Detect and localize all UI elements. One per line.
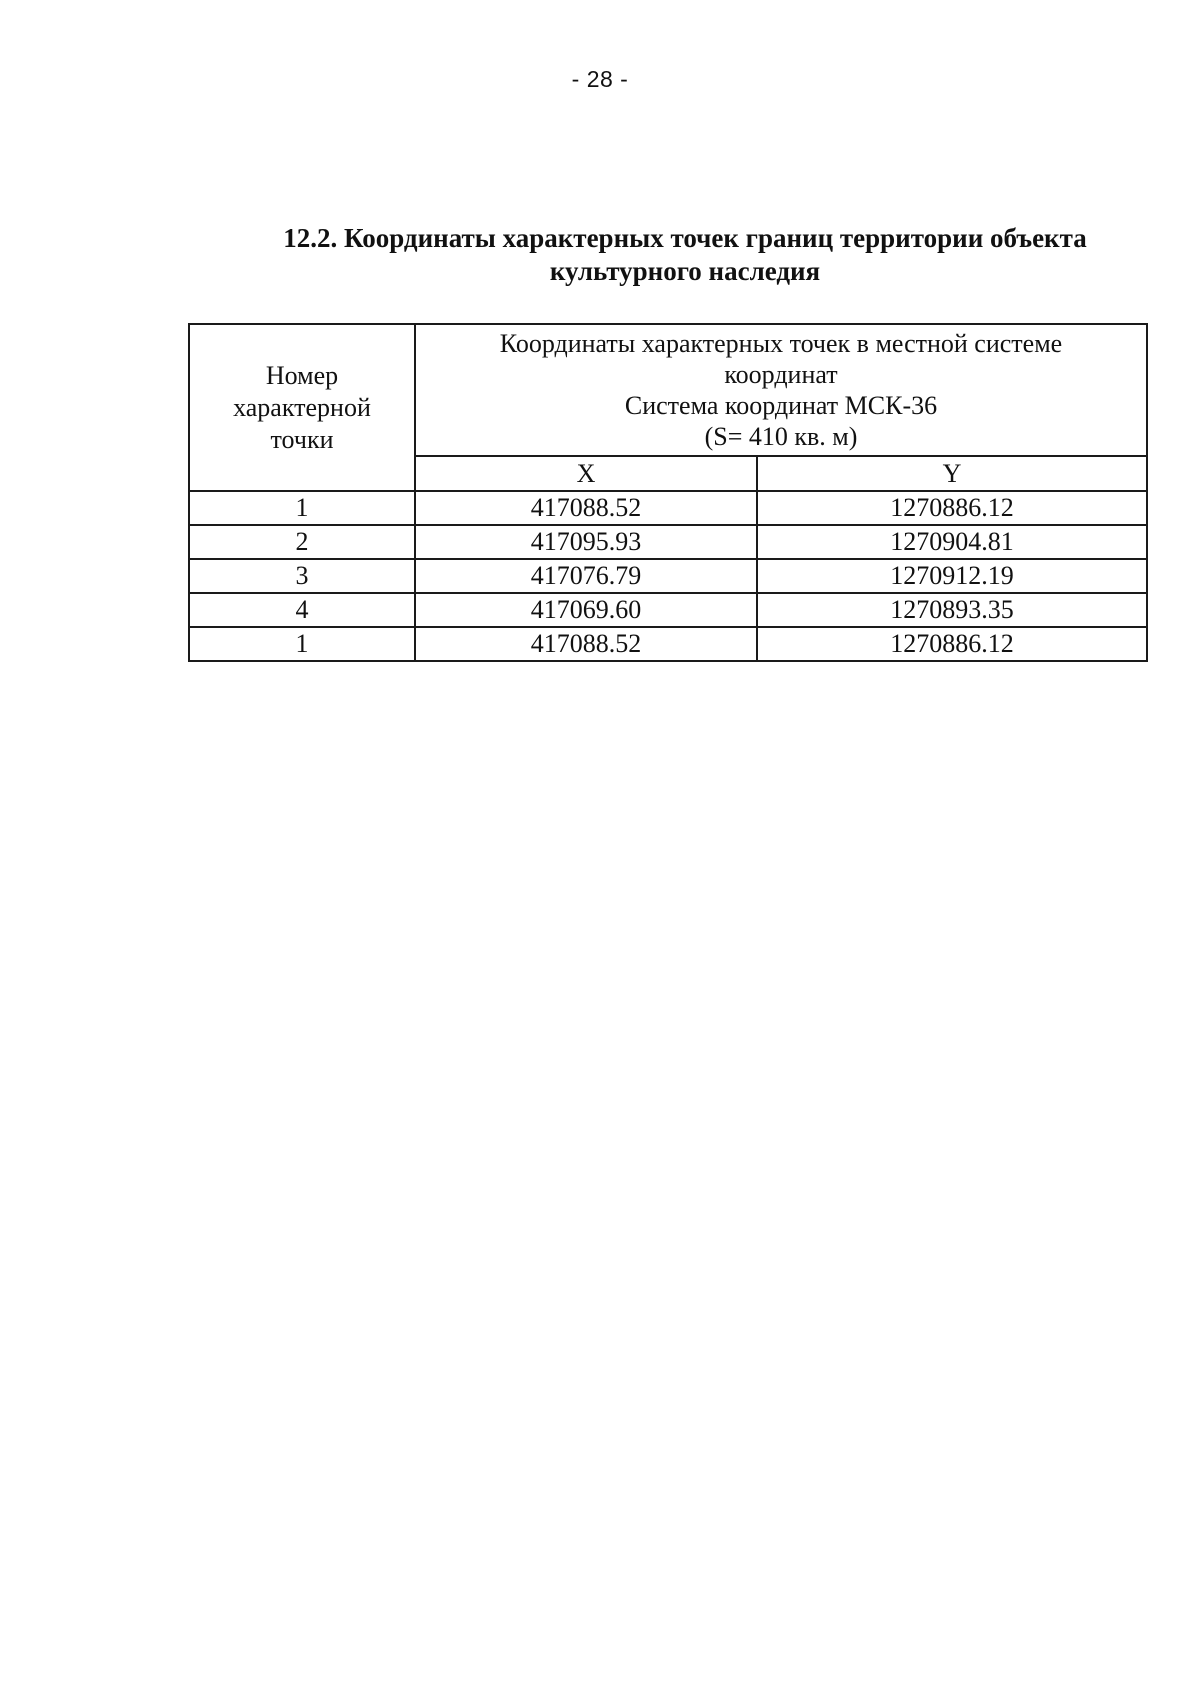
header-coordinates: Координаты характерных точек в местной системе координат Система координат МСК-36 (S= 410 кв. м) <box>415 324 1147 456</box>
cell-x: 417095.93 <box>415 525 757 559</box>
table-row <box>189 559 1147 593</box>
cell-x: 417069.60 <box>415 593 757 627</box>
table-row <box>189 491 1147 525</box>
cell-y: 1270886.12 <box>757 491 1147 525</box>
cell-point-number: 2 <box>189 525 415 559</box>
table-row <box>189 593 1147 627</box>
header-x: X <box>415 456 757 491</box>
cell-point-number: 4 <box>189 593 415 627</box>
cell-y: 1270893.35 <box>757 593 1147 627</box>
cell-point-number: 1 <box>189 627 415 661</box>
coordinates-table <box>188 323 1148 662</box>
cell-point-number: 3 <box>189 559 415 593</box>
cell-x: 417088.52 <box>415 627 757 661</box>
cell-x: 417088.52 <box>415 491 757 525</box>
header-y: Y <box>757 456 1147 491</box>
table-header-row <box>189 324 1147 456</box>
cell-point-number: 1 <box>189 491 415 525</box>
cell-y: 1270886.12 <box>757 627 1147 661</box>
cell-x: 417076.79 <box>415 559 757 593</box>
cell-y: 1270904.81 <box>757 525 1147 559</box>
header-point-number: Номер характерной точки <box>189 324 415 491</box>
table-row <box>189 525 1147 559</box>
table-row <box>189 627 1147 661</box>
section-title: 12.2. Координаты характерных точек границ территории объекта культурного наследия <box>283 223 1087 286</box>
cell-y: 1270912.19 <box>757 559 1147 593</box>
page-number: - 28 - <box>571 66 629 92</box>
